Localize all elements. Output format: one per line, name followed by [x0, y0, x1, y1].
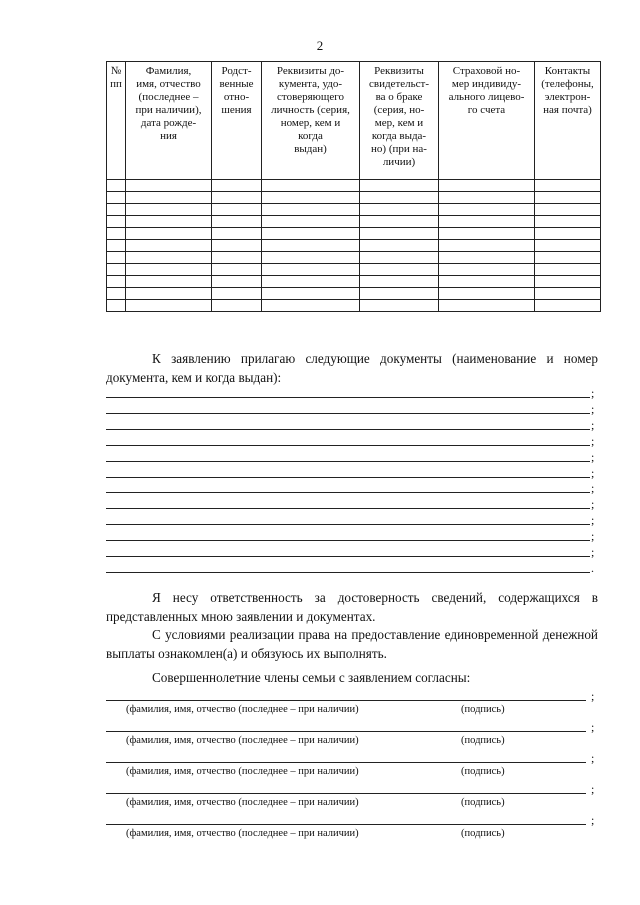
table-cell[interactable]: [535, 240, 601, 252]
signature-caption: (подпись): [461, 704, 505, 715]
conditions-statement: С условиями реализации права на предоставление единовременной денежной выплаты ознакомлен(а) и обязуюсь их выполнять.: [106, 627, 598, 661]
name-caption: (фамилия, имя, отчество (последнее – при наличии): [126, 828, 359, 839]
table-cell[interactable]: [439, 300, 535, 312]
table-cell[interactable]: [262, 216, 360, 228]
table-cell[interactable]: [535, 288, 601, 300]
table-header-cell: Родст- венные отно- шения: [212, 62, 262, 180]
table-cell[interactable]: [360, 180, 439, 192]
table-row: [107, 240, 601, 252]
document-entry-line[interactable]: [106, 477, 590, 478]
signature-caption: (подпись): [461, 797, 505, 808]
line-end-punctuation: ;: [591, 813, 595, 827]
table-cell[interactable]: [126, 300, 212, 312]
table-cell[interactable]: [535, 276, 601, 288]
table-cell[interactable]: [107, 216, 126, 228]
line-end-punctuation: ;: [591, 529, 595, 543]
table-cell[interactable]: [535, 252, 601, 264]
table-cell[interactable]: [126, 180, 212, 192]
family-members-table: [106, 61, 601, 312]
table-header-cell: Контакты (телефоны, электрон- ная почта): [535, 62, 601, 180]
table-cell[interactable]: [439, 252, 535, 264]
table-cell[interactable]: [439, 276, 535, 288]
name-caption: (фамилия, имя, отчество (последнее – при наличии): [126, 704, 359, 715]
line-end-punctuation: ;: [591, 545, 595, 559]
table-cell[interactable]: [212, 300, 262, 312]
signature-line[interactable]: [106, 762, 586, 763]
name-caption: (фамилия, имя, отчество (последнее – при наличии): [126, 797, 359, 808]
line-end-punctuation: ;: [591, 434, 595, 448]
signature-caption: (подпись): [461, 828, 505, 839]
responsibility-statement: Я несу ответственность за достоверность сведений, содержащихся в представленных мною заявлении и документах.: [106, 590, 598, 624]
table-cell[interactable]: [126, 288, 212, 300]
table-row: [107, 228, 601, 240]
table-cell[interactable]: [262, 288, 360, 300]
table-row: [107, 276, 601, 288]
table-cell[interactable]: [439, 288, 535, 300]
table-cell[interactable]: [107, 240, 126, 252]
table-header-cell: Реквизиты до- кумента, удо- стоверяющего личность (серия, номер, кем и когда выдан): [262, 62, 360, 180]
table-header-row: [107, 62, 601, 180]
line-end-punctuation: .: [591, 561, 594, 575]
table-cell[interactable]: [360, 300, 439, 312]
table-cell[interactable]: [439, 264, 535, 276]
table-cell[interactable]: [212, 240, 262, 252]
table-row: [107, 192, 601, 204]
line-end-punctuation: ;: [591, 450, 595, 464]
name-caption: (фамилия, имя, отчество (последнее – при наличии): [126, 735, 359, 746]
table-cell[interactable]: [360, 252, 439, 264]
line-end-punctuation: ;: [591, 402, 595, 416]
table-cell[interactable]: [212, 192, 262, 204]
page-number: 2: [316, 38, 324, 53]
table-row: [107, 288, 601, 300]
table-cell[interactable]: [439, 228, 535, 240]
table-cell[interactable]: [107, 228, 126, 240]
signature-line[interactable]: [106, 731, 586, 732]
line-end-punctuation: ;: [591, 689, 595, 703]
name-caption: (фамилия, имя, отчество (последнее – при наличии): [126, 766, 359, 777]
line-end-punctuation: ;: [591, 497, 595, 511]
document-entry-line[interactable]: [106, 508, 590, 509]
table-cell[interactable]: [439, 204, 535, 216]
table-cell[interactable]: [439, 192, 535, 204]
table-row: [107, 300, 601, 312]
table-cell[interactable]: [535, 216, 601, 228]
table-cell[interactable]: [262, 228, 360, 240]
signature-caption: (подпись): [461, 766, 505, 777]
table-cell[interactable]: [262, 240, 360, 252]
signature-caption: (подпись): [461, 735, 505, 746]
table-row: [107, 204, 601, 216]
line-end-punctuation: ;: [591, 751, 595, 765]
table-cell[interactable]: [360, 228, 439, 240]
document-entry-line[interactable]: [106, 492, 590, 493]
table-cell[interactable]: [535, 180, 601, 192]
table-cell[interactable]: [107, 264, 126, 276]
table-cell[interactable]: [126, 264, 212, 276]
table-cell[interactable]: [262, 300, 360, 312]
table-cell[interactable]: [262, 204, 360, 216]
table-cell[interactable]: [439, 180, 535, 192]
table-cell[interactable]: [107, 180, 126, 192]
table-cell[interactable]: [262, 192, 360, 204]
table-cell[interactable]: [262, 180, 360, 192]
line-end-punctuation: ;: [591, 418, 595, 432]
table-cell[interactable]: [439, 240, 535, 252]
table-cell[interactable]: [212, 252, 262, 264]
table-cell[interactable]: [126, 228, 212, 240]
table-cell[interactable]: [212, 264, 262, 276]
table-row: [107, 264, 601, 276]
table-cell[interactable]: [262, 264, 360, 276]
table-cell[interactable]: [107, 192, 126, 204]
table-cell[interactable]: [107, 276, 126, 288]
table-cell[interactable]: [126, 252, 212, 264]
table-cell[interactable]: [212, 204, 262, 216]
signature-line[interactable]: [106, 824, 586, 825]
table-cell[interactable]: [107, 204, 126, 216]
table-cell[interactable]: [212, 216, 262, 228]
table-cell[interactable]: [262, 252, 360, 264]
table-header-cell: Фамилия, имя, отчество (последнее – при наличии), дата рожде- ния: [126, 62, 212, 180]
consent-heading: Совершеннолетние члены семьи с заявлением согласны:: [152, 670, 471, 685]
table-cell[interactable]: [262, 276, 360, 288]
line-end-punctuation: ;: [591, 386, 595, 400]
signature-line[interactable]: [106, 793, 586, 794]
table-cell[interactable]: [535, 264, 601, 276]
table-body: [107, 180, 601, 312]
document-entry-line[interactable]: [106, 556, 590, 557]
document-entry-line[interactable]: [106, 429, 590, 430]
document-entry-line[interactable]: [106, 413, 590, 414]
table-row: [107, 180, 601, 192]
table-row: [107, 252, 601, 264]
documents-paragraph: К заявлению прилагаю следующие документы (наименование и номер документа, кем и когда выдан):: [106, 351, 598, 385]
table-row: [107, 216, 601, 228]
document-entry-line[interactable]: [106, 524, 590, 525]
table-header-cell: № пп: [107, 62, 126, 180]
document-entry-line[interactable]: [106, 445, 590, 446]
line-end-punctuation: ;: [591, 720, 595, 734]
table-cell[interactable]: [107, 300, 126, 312]
table-cell[interactable]: [535, 192, 601, 204]
table-cell[interactable]: [360, 264, 439, 276]
table-cell[interactable]: [212, 276, 262, 288]
table-cell[interactable]: [126, 240, 212, 252]
table-cell[interactable]: [360, 204, 439, 216]
table-cell[interactable]: [535, 204, 601, 216]
document-entry-line[interactable]: [106, 461, 590, 462]
table-cell[interactable]: [126, 192, 212, 204]
table-cell[interactable]: [535, 300, 601, 312]
line-end-punctuation: ;: [591, 481, 595, 495]
table-cell[interactable]: [535, 228, 601, 240]
table-cell[interactable]: [126, 204, 212, 216]
table-cell[interactable]: [360, 276, 439, 288]
line-end-punctuation: ;: [591, 513, 595, 527]
table-cell[interactable]: [360, 216, 439, 228]
document-entry-line[interactable]: [106, 572, 590, 573]
table-header-cell: Реквизиты свидетельст- ва о браке (серия, но- мер, кем и когда выда- но) (при на- личии): [360, 62, 439, 180]
table-cell[interactable]: [126, 276, 212, 288]
line-end-punctuation: ;: [591, 466, 595, 480]
table-cell[interactable]: [126, 216, 212, 228]
table-cell[interactable]: [212, 180, 262, 192]
document-entry-line[interactable]: [106, 397, 590, 398]
table-header-cell: Страховой но- мер индивиду- ального лицево- го счета: [439, 62, 535, 180]
table-cell[interactable]: [107, 252, 126, 264]
table-cell[interactable]: [360, 288, 439, 300]
signature-line[interactable]: [106, 700, 586, 701]
table-cell[interactable]: [439, 216, 535, 228]
table-cell[interactable]: [360, 192, 439, 204]
document-entry-line[interactable]: [106, 540, 590, 541]
table-cell[interactable]: [107, 288, 126, 300]
table-cell[interactable]: [212, 228, 262, 240]
table-cell[interactable]: [212, 288, 262, 300]
table-cell[interactable]: [360, 240, 439, 252]
line-end-punctuation: ;: [591, 782, 595, 796]
